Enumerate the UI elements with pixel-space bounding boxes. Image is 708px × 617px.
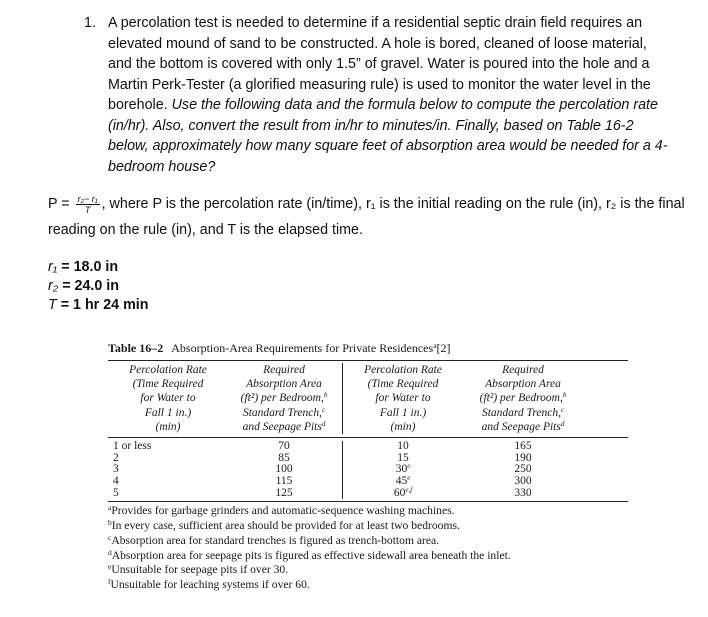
table-cell: 250 — [514, 463, 532, 476]
table-title-footnote-mark: a — [433, 341, 437, 350]
footnote-text: Unsuitable for seepage pits if over 30. — [111, 563, 289, 577]
footnote-mark: d — [321, 419, 326, 428]
footnote-mark: c — [108, 532, 112, 542]
formula-lhs: P = — [48, 196, 74, 212]
table-cell: 2 — [113, 451, 119, 464]
table-cell: 330 — [514, 486, 532, 499]
table-cell: 85 — [278, 451, 290, 464]
table-cell: 190 — [514, 451, 532, 464]
column-area-right — [463, 441, 583, 499]
footnote-text: In every case, sufficient area should be provided for at least two bedrooms. — [111, 519, 460, 533]
header-line: (Time Required — [367, 378, 439, 391]
given-value: = 24.0 in — [58, 278, 120, 294]
header-line: Required — [263, 364, 305, 376]
table-bottom-rule — [108, 501, 628, 502]
header-line — [463, 406, 583, 420]
column-area-left — [228, 441, 340, 499]
problem-number: 1. — [84, 15, 96, 31]
footnote-mark: d — [108, 547, 112, 557]
footnote — [108, 563, 628, 578]
formula-fraction — [76, 194, 100, 215]
table-title-reference: [2] — [436, 341, 451, 355]
header-unit-text: (ft²) per Bedroom, — [479, 392, 563, 405]
footnote-mark: e — [108, 562, 112, 572]
footnote — [108, 519, 628, 534]
header-required-area-left — [228, 363, 340, 434]
given-symbol: r₁ — [48, 259, 58, 275]
problem-text: A percolation test is needed to determine if a residential septic drain field requires an elevated mound of sand to be constructed. A hole is bored, cleaned of loose material, and the bottom is covered with only 1.5” of gravel. Water is poured into the hole and a Martin Perk-Tester (a glorified measuring rule) is used to monitor the water level in the borehole. — [108, 15, 651, 113]
footnote-mark: e — [407, 462, 411, 471]
table-footnotes — [108, 504, 628, 592]
given-values — [48, 258, 149, 315]
table-label: Table 16–2 — [108, 341, 164, 355]
given-symbol: r₂ — [48, 278, 59, 294]
table-cell: 115 — [275, 475, 293, 488]
footnote-mark: b — [108, 518, 112, 528]
header-required-area-right — [463, 363, 583, 434]
header-line: (min) — [390, 420, 416, 433]
footnote — [108, 504, 628, 519]
header-line: Percolation Rate — [129, 364, 207, 376]
given-value: = 18.0 in — [57, 259, 119, 275]
header-pits-text: and Seepage Pits — [242, 420, 322, 433]
header-line: (Time Required — [132, 378, 204, 391]
header-percolation-rate-right — [342, 363, 463, 434]
footnote-text: Absorption area for standard trenches is figured as trench-bottom area. — [111, 533, 440, 547]
footnote-text: Unsuitable for leaching systems if over 60. — [110, 577, 310, 591]
footnote — [108, 534, 628, 549]
header-line — [463, 391, 583, 405]
table-cell: 3 — [113, 463, 119, 476]
table-cell: 70 — [278, 440, 290, 453]
footnote-mark: a — [108, 503, 112, 513]
formula-numerator: r₂− r₁ — [77, 193, 98, 204]
formula-paragraph — [48, 191, 688, 243]
table-body — [108, 438, 628, 501]
header-line — [463, 420, 583, 434]
footnote-mark: c — [560, 405, 565, 414]
footnote-mark: c — [321, 405, 326, 414]
table-cell: 1 or less — [113, 440, 152, 453]
table-cell: 165 — [514, 440, 532, 453]
absorption-table — [108, 340, 628, 593]
cell-value: 45 — [395, 475, 408, 488]
cell-value: 10 — [397, 440, 409, 453]
formula-denominator: T — [84, 204, 91, 215]
footnote-mark: b — [562, 391, 567, 400]
column-rate-left — [108, 441, 228, 499]
header-line: Percolation Rate — [364, 364, 442, 376]
cell-value: 30 — [395, 463, 408, 476]
footnote — [108, 578, 628, 593]
given-r1 — [48, 258, 149, 277]
header-line: Absorption Area — [246, 378, 322, 391]
given-symbol: T — [48, 297, 57, 313]
problem-statement — [84, 13, 684, 177]
footnote-text: Provides for garbage grinders and automatic-sequence washing machines. — [111, 504, 455, 518]
problem-body — [108, 13, 668, 177]
cell-value: 15 — [397, 451, 409, 464]
footnote-mark: e,f — [405, 485, 413, 494]
header-line — [228, 420, 340, 434]
header-line: (min) — [155, 420, 181, 433]
table-title: Absorption-Area Requirements for Private Residences — [171, 341, 434, 355]
header-line: Absorption Area — [485, 378, 561, 391]
header-line: Required — [502, 364, 544, 376]
header-line: Fall 1 in.) — [379, 406, 427, 419]
header-unit-text: (ft²) per Bedroom, — [240, 392, 324, 405]
column-rate-right — [342, 441, 463, 499]
table-header-row — [108, 361, 628, 437]
header-percolation-rate-left — [108, 363, 228, 434]
header-line: for Water to — [140, 392, 196, 405]
cell-value: 60 — [393, 486, 406, 499]
header-line — [228, 406, 340, 420]
header-pits-text: and Seepage Pits — [481, 420, 561, 433]
given-t — [48, 296, 149, 315]
footnote-mark: f — [108, 576, 111, 586]
footnote — [108, 549, 628, 564]
table-cell: 300 — [514, 475, 532, 488]
table-caption — [108, 340, 628, 356]
table-cell: 5 — [113, 486, 119, 499]
header-line — [228, 391, 340, 405]
footnote-mark: e — [407, 474, 411, 483]
table-cell: 100 — [275, 463, 293, 476]
footnote-mark: d — [560, 419, 565, 428]
formula-description: , where P is the percolation rate (in/time), r₁ is the initial reading on the rule (in), r₂ is the final reading on the rule (in), and T is the elapsed time. — [48, 196, 685, 238]
header-trench-text: Standard Trench, — [242, 406, 322, 419]
given-r2 — [48, 277, 149, 296]
header-line: for Water to — [375, 392, 431, 405]
table-cell — [343, 485, 463, 500]
footnote-text: Absorption area for seepage pits is figured as effective sidewall area beneath the inlet. — [111, 548, 511, 562]
header-line: Fall 1 in.) — [144, 406, 192, 419]
header-trench-text: Standard Trench, — [481, 406, 561, 419]
table-cell: 125 — [275, 486, 293, 499]
problem-instructions: Use the following data and the formula below to compute the percolation rate (in/hr). Also, convert the result from in/hr to minutes/in. Finally, based on Table 16-2 below, approximately how many square feet of absorption area would be needed for a 4-bedroom house? — [108, 97, 668, 175]
table-cell: 4 — [113, 475, 119, 488]
given-value: = 1 hr 24 min — [56, 297, 149, 313]
footnote-mark: b — [323, 391, 328, 400]
